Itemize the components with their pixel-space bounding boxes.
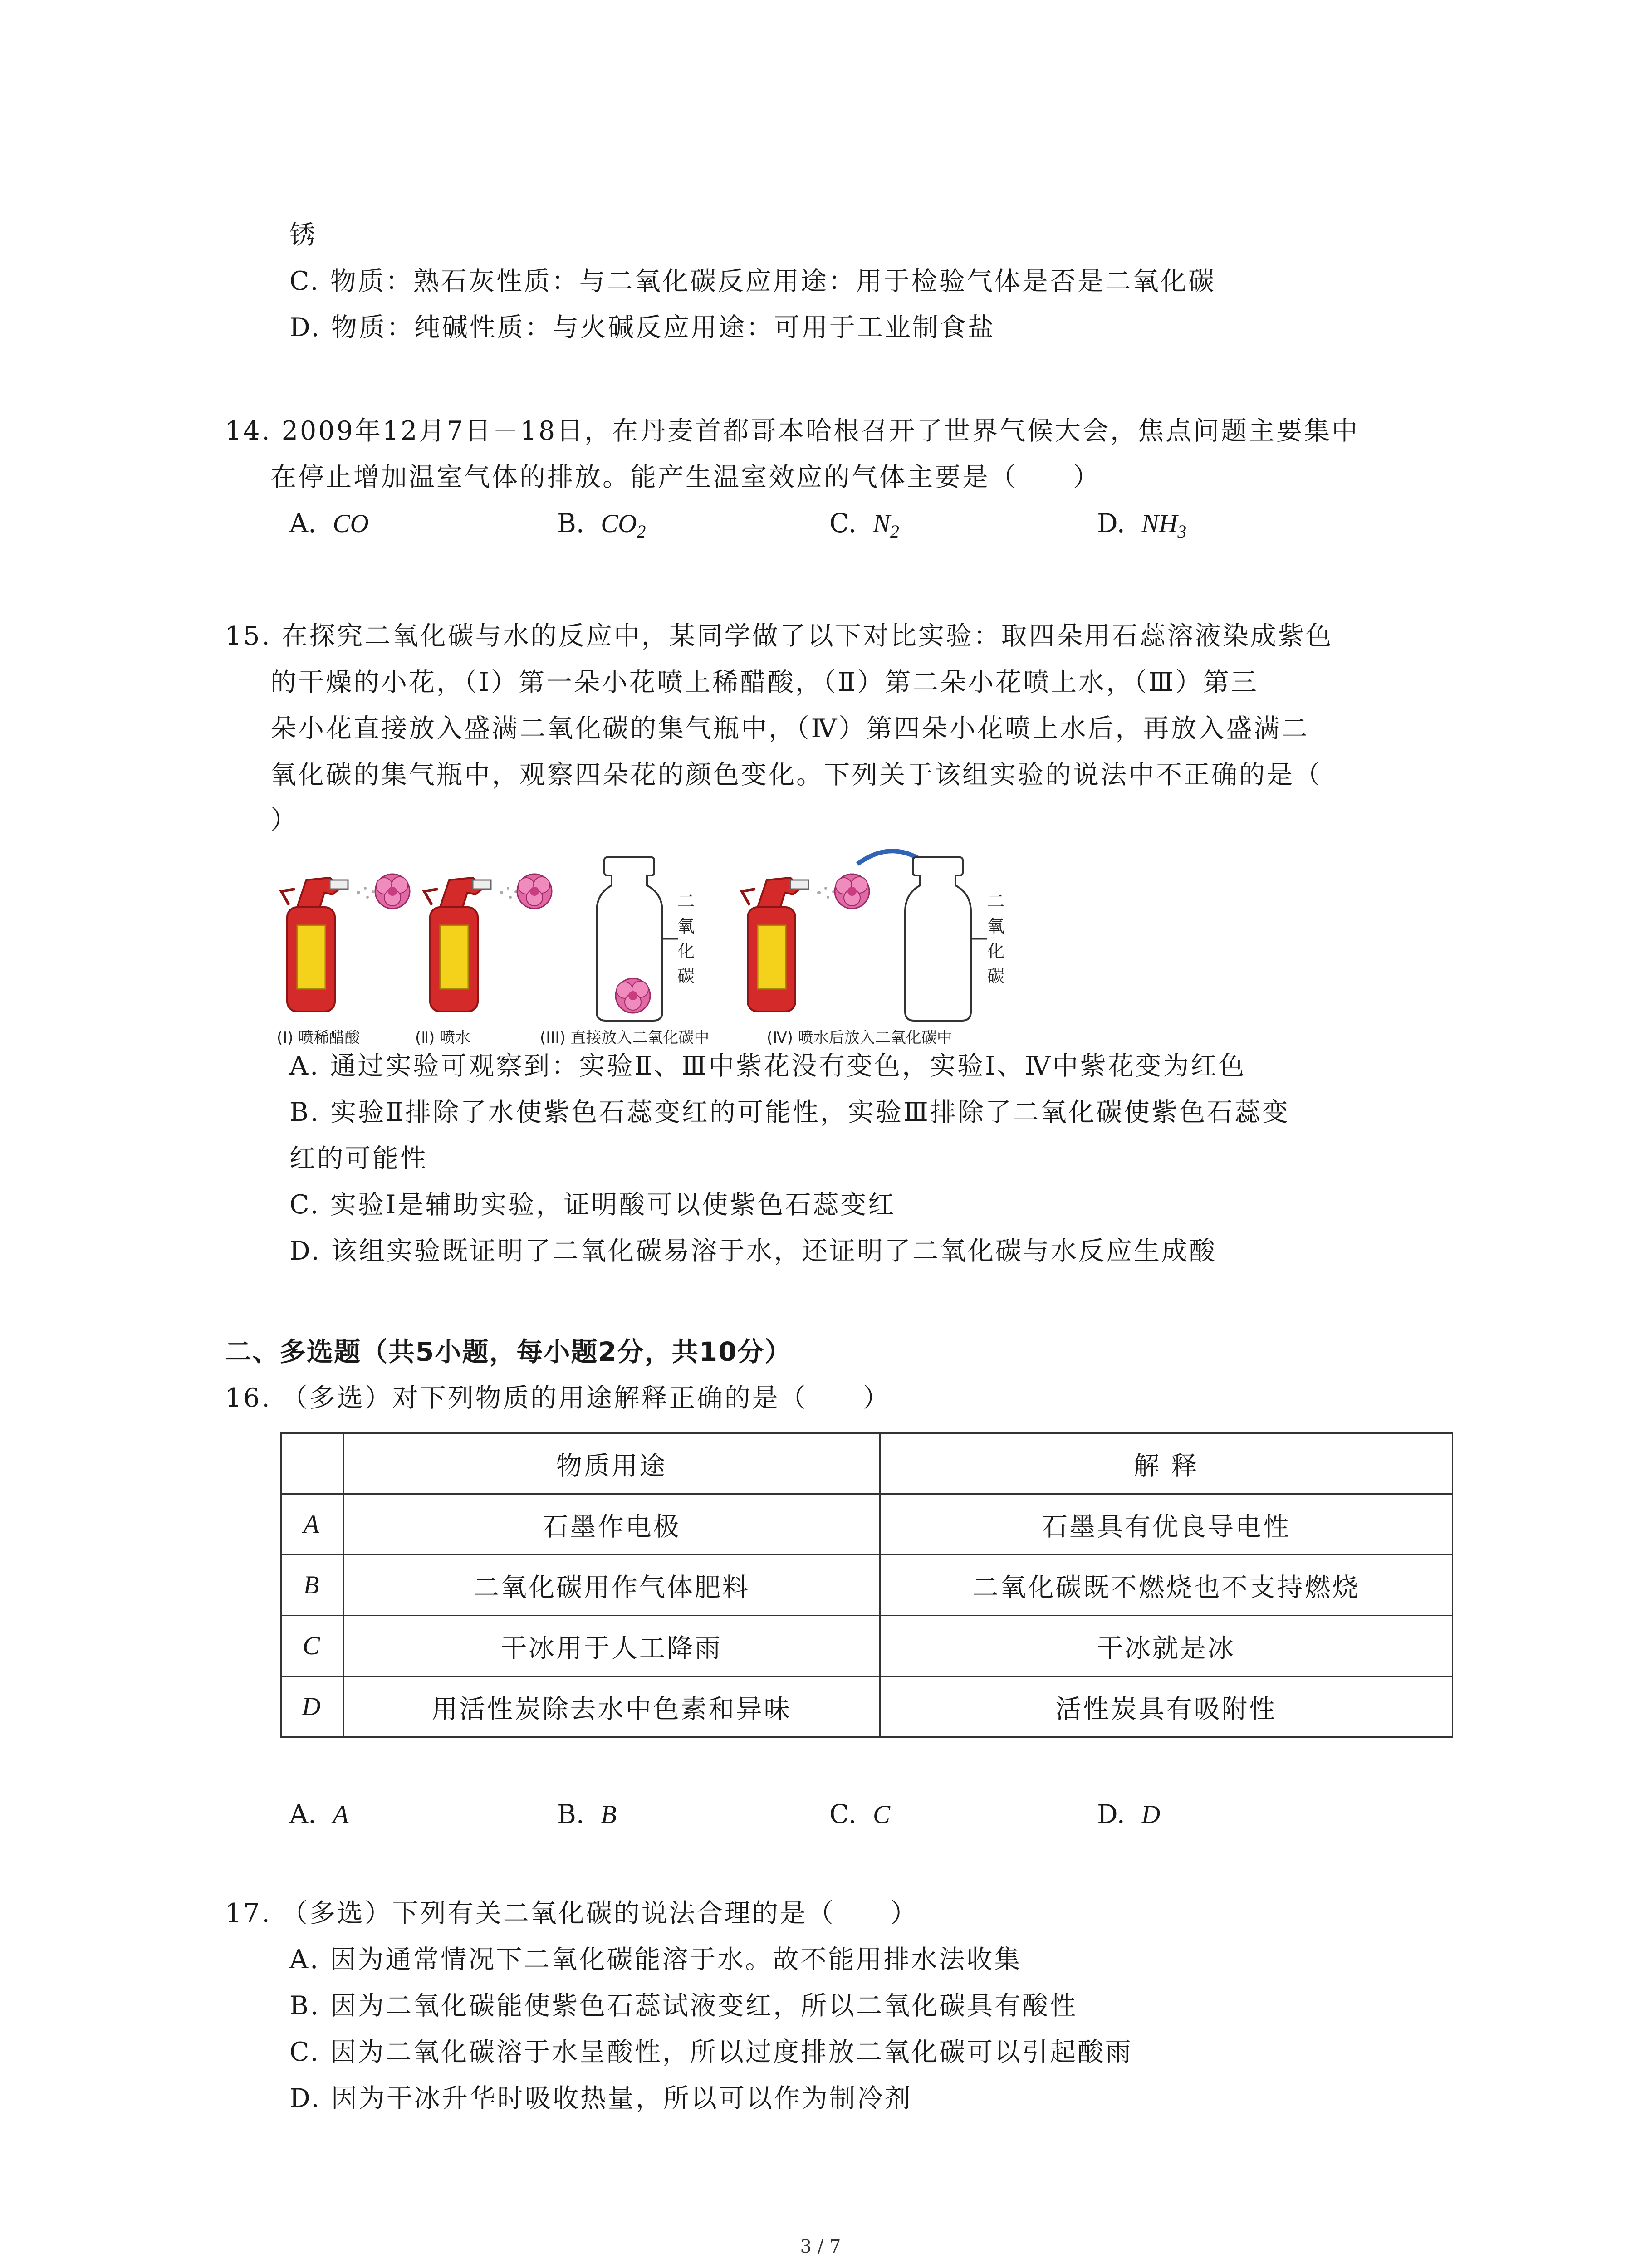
q14-option-label: C. <box>829 508 857 538</box>
q16-option-b <box>557 1796 617 1833</box>
spray-iv-icon <box>817 887 835 899</box>
q15-stem-line4: 氧化碳的集气瓶中，观察四朵花的颜色变化。下列关于该组实验的说法中不正确的是（ <box>270 760 1322 790</box>
jar-iv-label-char: 氧 <box>987 916 1005 936</box>
q15-option-c: C. 实验Ⅰ是辅助实验，证明酸可以使紫色石蕊变红 <box>289 1190 896 1220</box>
q17-option-b: B. 因为二氧化碳能使紫色石蕊试液变红，所以二氧化碳具有酸性 <box>289 1991 1078 2021</box>
q16-option-value: A <box>333 1800 349 1829</box>
table-header-cell: 解 释 <box>880 1433 1453 1494</box>
row-use: 干冰用于人工降雨 <box>343 1616 880 1677</box>
page-number: 3 / 7 <box>800 2236 841 2257</box>
row-key: D <box>281 1677 343 1737</box>
figure-caption-iii: (III) 直接放入二氧化碳中 <box>540 1029 710 1047</box>
q15-option-a: A. 通过实验可观察到：实验Ⅱ、Ⅲ中紫花没有变色，实验Ⅰ、Ⅳ中紫花变为红色 <box>289 1051 1246 1081</box>
q16-option-d <box>1097 1796 1160 1833</box>
row-key: C <box>281 1616 343 1677</box>
q14-option-formula: NH <box>1141 509 1178 538</box>
row-explain: 石墨具有优良导电性 <box>880 1494 1453 1555</box>
jar-iv-label-char: 二 <box>987 891 1005 911</box>
section-title-multiple-choice: 二、多选题（共5小题，每小题2分，共10分） <box>225 1336 792 1367</box>
q14-option-formula: N <box>872 509 890 538</box>
experiment-figure <box>277 839 1016 1052</box>
q14-option-label: A. <box>289 508 317 538</box>
q16-option-label: B. <box>557 1799 585 1829</box>
table-row <box>281 1555 1453 1616</box>
q14-option-a <box>289 505 369 542</box>
q16-option-value: B <box>601 1800 617 1829</box>
q14-option-subscript: 3 <box>1177 521 1187 542</box>
q15-option-b-line1: B. 实验Ⅱ排除了水使紫色石蕊变红的可能性，实验Ⅲ排除了二氧化碳使紫色石蕊变 <box>289 1097 1290 1127</box>
q14-option-subscript: 2 <box>637 521 646 542</box>
q16-option-label: D. <box>1097 1799 1125 1829</box>
q16-option-a <box>289 1796 348 1833</box>
jar-iii-label-char: 碳 <box>677 966 695 986</box>
jar-iv-label-char: 碳 <box>987 966 1005 986</box>
table-header-cell: 物质用途 <box>343 1433 880 1494</box>
q16-option-label: A. <box>289 1799 317 1829</box>
q14-stem-line1: 14. 2009年12月7日－18日，在丹麦首都哥本哈根召开了世界气候大会，焦点问题主要集中 <box>225 416 1360 446</box>
jar-iii-label-char: 二 <box>677 891 695 911</box>
table-row <box>281 1616 1453 1677</box>
q14-option-subscript: 2 <box>890 521 899 542</box>
q17-option-c: C. 因为二氧化碳溶于水呈酸性，所以过度排放二氧化碳可以引起酸雨 <box>289 2037 1133 2067</box>
q16-option-value: D <box>1141 1800 1161 1829</box>
table-row <box>281 1494 1453 1555</box>
q14-option-label: D. <box>1097 508 1125 538</box>
row-use: 石墨作电极 <box>343 1494 880 1555</box>
row-explain: 干冰就是冰 <box>880 1616 1453 1677</box>
q15-stem-line1: 15. 在探究二氧化碳与水的反应中，某同学做了以下对比实验：取四朵用石蕊溶液染成紫色 <box>225 621 1333 651</box>
flower-iii-icon <box>616 978 650 1013</box>
jar-iii-label-char: 氧 <box>677 916 695 936</box>
figure-caption-iv: (Ⅳ) 喷水后放入二氧化碳中 <box>767 1029 952 1047</box>
q13-option-d: D. 物质：纯碱性质：与火碱反应用途：可用于工业制食盐 <box>289 313 995 342</box>
q15-option-d: D. 该组实验既证明了二氧化碳易溶于水，还证明了二氧化碳与水反应生成酸 <box>289 1236 1217 1266</box>
q17-option-a: A. 因为通常情况下二氧化碳能溶于水。故不能用排水法收集 <box>289 1945 1022 1975</box>
flower-ii-icon <box>517 874 552 909</box>
q16-option-value: C <box>872 1800 890 1829</box>
row-use: 二氧化碳用作气体肥料 <box>343 1555 880 1616</box>
row-key: B <box>281 1555 343 1616</box>
q16-table <box>280 1432 1453 1738</box>
table-header-row <box>281 1433 1453 1494</box>
flower-i-icon <box>375 874 410 909</box>
jar-iv-icon <box>905 857 971 1021</box>
q13-option-c: C. 物质：熟石灰性质：与二氧化碳反应用途：用于检验气体是否是二氧化碳 <box>289 266 1216 296</box>
q15-option-b-line2: 红的可能性 <box>289 1144 428 1173</box>
q16-option-c <box>829 1796 890 1833</box>
jar-iv-label-char: 化 <box>987 941 1005 961</box>
row-use: 用活性炭除去水中色素和异味 <box>343 1677 880 1737</box>
q14-stem-line2: 在停止增加温室气体的排放。能产生温室效应的气体主要是（ ） <box>270 462 1101 492</box>
q15-stem-line3: 朵小花直接放入盛满二氧化碳的集气瓶中，（Ⅳ）第四朵小花喷上水后，再放入盛满二 <box>270 714 1309 743</box>
table-header-cell <box>281 1433 343 1494</box>
q14-option-d <box>1097 505 1186 550</box>
flower-iv-icon <box>835 874 869 909</box>
experiment-illustration <box>277 839 1016 1030</box>
bottle-ii-icon <box>424 878 491 1012</box>
q15-stem-line2: 的干燥的小花，（Ⅰ）第一朵小花喷上稀醋酸，（Ⅱ）第二朵小花喷上水，（Ⅲ）第三 <box>270 667 1259 697</box>
q14-option-formula: CO <box>333 509 369 538</box>
q17-option-d: D. 因为干冰升华时吸收热量，所以可以作为制冷剂 <box>289 2083 912 2113</box>
bottle-i-icon <box>281 878 348 1012</box>
jar-iii-label-char: 化 <box>677 941 695 961</box>
q14-option-b <box>557 505 646 550</box>
q13-continuation: 锈 <box>289 220 317 250</box>
q16-option-label: C. <box>829 1799 857 1829</box>
figure-caption-i: (I) 喷稀醋酸 <box>277 1029 360 1047</box>
q14-option-c <box>829 505 899 550</box>
spray-ii-icon <box>500 887 517 899</box>
row-explain: 活性炭具有吸附性 <box>880 1677 1453 1737</box>
row-explain: 二氧化碳既不燃烧也不支持燃烧 <box>880 1555 1453 1616</box>
q14-option-label: B. <box>557 508 585 538</box>
figure-caption-ii: (Ⅱ) 喷水 <box>415 1029 471 1047</box>
q17-stem: 17. （多选）下列有关二氧化碳的说法合理的是（ ） <box>225 1898 918 1928</box>
table-row <box>281 1677 1453 1737</box>
bottle-iv-icon <box>742 878 808 1012</box>
q16-stem: 16. （多选）对下列物质的用途解释正确的是（ ） <box>225 1383 891 1413</box>
q14-option-formula: CO <box>601 509 637 538</box>
q15-stem-line5: ） <box>270 805 298 835</box>
spray-i-icon <box>357 887 374 899</box>
row-key: A <box>281 1494 343 1555</box>
